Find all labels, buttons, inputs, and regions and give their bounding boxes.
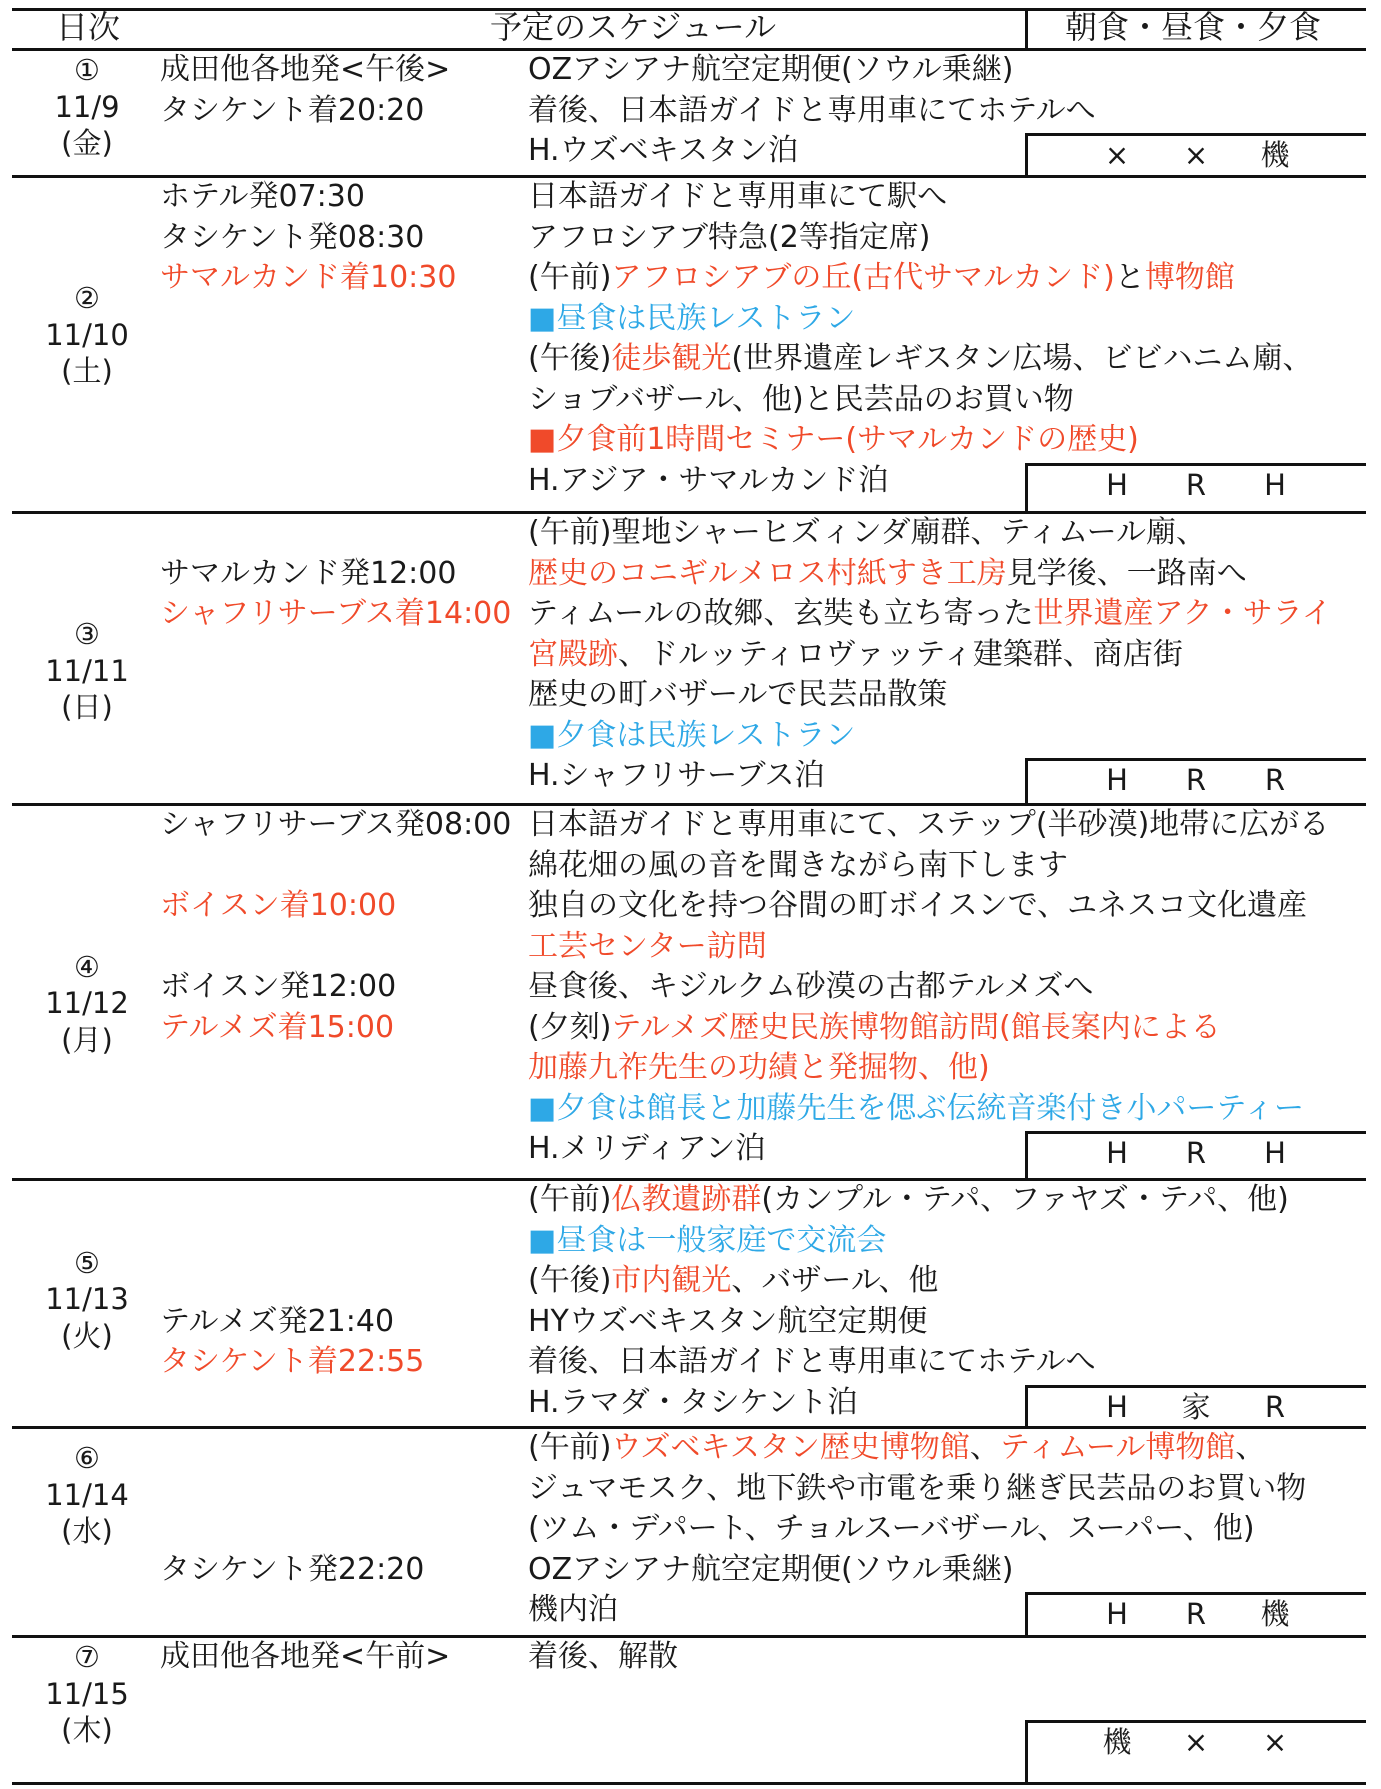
day-date: 11/14 <box>45 1477 129 1512</box>
schedule-line <box>528 91 1096 131</box>
meal-mark: H <box>1106 1597 1128 1631</box>
schedule-text: (カンプル・テパ、ファヤズ・テパ、他) <box>761 1182 1289 1217</box>
meal-mark: 機 <box>1260 1597 1290 1631</box>
schedule-line <box>528 805 1329 845</box>
time-entry: テルメズ着15:00 <box>160 1009 395 1045</box>
time-entry: シャフリサーブス着14:00 <box>160 596 512 631</box>
schedule-text: 、 <box>1235 1430 1266 1465</box>
meal-mark: 機 <box>1260 138 1290 172</box>
schedule-line <box>528 716 855 756</box>
day-weekday: (木) <box>61 1713 113 1747</box>
schedule-line <box>528 1509 1255 1549</box>
schedule-line <box>528 131 798 171</box>
day-weekday: (金) <box>61 126 113 160</box>
time-entry: ホテル発07:30 <box>160 179 365 214</box>
meal-mark: R <box>1264 1389 1286 1424</box>
schedule-line <box>528 756 824 796</box>
schedule-line <box>528 513 1206 553</box>
schedule-line <box>528 1089 1304 1129</box>
time-entry: タシケント発22:20 <box>160 1551 425 1587</box>
schedule-text: H.シャフリサーブス泊 <box>528 758 825 793</box>
schedule-text: 着後、解散 <box>528 1639 678 1674</box>
schedule-text: テルメズ歴史民族博物館訪問(館長案内による <box>611 1009 1221 1045</box>
time-entry: 成田他各地発<午前> <box>160 1639 451 1674</box>
day-date: 11/9 <box>54 89 120 124</box>
schedule-text: 歴史のコニギルメロス村紙すき工房 <box>528 555 1007 591</box>
schedule-text: 着後、日本語ガイドと専用車にてホテルへ <box>528 1344 1096 1379</box>
schedule-line <box>528 177 947 217</box>
header-meals-label: 朝食・昼食・夕食 <box>1065 8 1322 46</box>
day-date: 11/15 <box>45 1676 129 1711</box>
meal-box-left-7 <box>1025 1720 1028 1782</box>
schedule-line <box>528 635 1183 675</box>
day-weekday: (月) <box>61 1022 113 1057</box>
meal-mark: R <box>1264 763 1286 797</box>
day-separator-7 <box>12 1782 1366 1785</box>
meal-box-left-4 <box>1025 1131 1028 1178</box>
schedule-text: ■夕食は館長と加藤先生を偲ぶ伝統音楽付き小パーティー <box>528 1090 1304 1126</box>
schedule-line <box>528 967 1093 1007</box>
schedule-text: OZアシアナ航空定期便(ソウル乗継) <box>528 1551 1014 1587</box>
schedule-text: 博物館 <box>1144 260 1235 295</box>
schedule-line <box>528 380 1074 420</box>
schedule-text: ■夕食は民族レストラン <box>528 717 856 753</box>
meal-mark: 機 <box>1102 1725 1132 1759</box>
meal-mark: R <box>1185 1136 1207 1170</box>
meal-box-left-3 <box>1025 758 1028 803</box>
schedule-text: 仏教遺跡群 <box>611 1182 762 1217</box>
day-number: ⑦ <box>74 1640 100 1674</box>
schedule-line <box>528 846 1068 886</box>
schedule-line <box>528 1129 765 1169</box>
schedule-line <box>528 554 1247 594</box>
schedule-text: 工芸センター訪問 <box>528 928 767 964</box>
day-number: ⑤ <box>74 1245 100 1280</box>
meal-box-left-2 <box>1025 463 1028 512</box>
schedule-line <box>528 258 1235 298</box>
schedule-text: アフロシアブの丘(古代サマルカンド) <box>611 260 1115 295</box>
schedule-text: (午前) <box>528 260 612 295</box>
schedule-text: 、バザール、他 <box>731 1263 939 1298</box>
meal-mark: R <box>1185 1597 1207 1631</box>
schedule-text: (夕刻) <box>528 1009 612 1045</box>
schedule-line <box>528 218 931 258</box>
schedule-text: 加藤九祚先生の功績と発掘物、他) <box>528 1050 990 1085</box>
schedule-line <box>528 886 1307 926</box>
schedule-line <box>528 339 1313 379</box>
day-date: 11/10 <box>45 317 129 352</box>
meal-mark: H <box>1264 1136 1286 1170</box>
time-entry: 成田他各地発<午後> <box>160 52 451 87</box>
schedule-text: H.ウズベキスタン泊 <box>528 133 799 168</box>
schedule-line <box>528 1342 1096 1382</box>
meal-mark: 家 <box>1181 1389 1211 1424</box>
time-entry: ボイスン発12:00 <box>160 969 397 1004</box>
meal-box-left-5 <box>1025 1385 1028 1427</box>
schedule-line <box>528 1590 618 1630</box>
schedule-line <box>528 1302 927 1342</box>
schedule-line <box>528 927 767 967</box>
schedule-text: 独自の文化を持つ谷間の町ボイスンで、ユネスコ文化遺産 <box>528 888 1308 923</box>
schedule-text: ■昼食は一般家庭で交流会 <box>528 1222 887 1258</box>
schedule-text: ■昼食は民族レストラン <box>528 300 856 336</box>
schedule-text: と <box>1114 260 1145 295</box>
day-number: ① <box>74 53 100 87</box>
meal-mark: × <box>1262 1725 1288 1759</box>
day-number: ③ <box>74 617 100 651</box>
schedule-text: (午後) <box>528 341 612 376</box>
meal-mark: R <box>1185 467 1207 502</box>
schedule-text: 世界遺産アク・サライ <box>1033 596 1332 631</box>
schedule-text: 宮殿跡 <box>528 636 618 672</box>
schedule-line <box>528 1048 990 1088</box>
day-number: ⑥ <box>74 1441 100 1475</box>
schedule-text: HYウズベキスタン航空定期便 <box>528 1303 928 1339</box>
meal-mark: H <box>1106 1389 1128 1424</box>
schedule-text: 、 <box>969 1430 1000 1465</box>
schedule-text: (午後) <box>528 1263 612 1298</box>
schedule-text: ウズベキスタン歴史博物館 <box>611 1430 970 1465</box>
schedule-text: 綿花畑の風の音を聞きながら南下します <box>528 847 1068 883</box>
schedule-text: 見学後、一路南へ <box>1006 555 1247 591</box>
meal-mark: H <box>1264 467 1286 502</box>
schedule-line <box>528 1383 857 1423</box>
day-date: 11/12 <box>45 986 129 1020</box>
schedule-text: 機内泊 <box>528 1592 618 1627</box>
schedule-line <box>528 1550 1013 1590</box>
day-weekday: (火) <box>61 1318 113 1353</box>
day-weekday: (水) <box>61 1514 113 1548</box>
schedule-text: (午前) <box>528 1182 612 1217</box>
day-date: 11/13 <box>45 1282 129 1316</box>
meal-mark: H <box>1106 467 1128 502</box>
schedule-line <box>528 461 888 501</box>
header-day-label: 日次 <box>56 8 121 46</box>
schedule-text: H.メリディアン泊 <box>528 1131 766 1166</box>
time-entry: タシケント着22:55 <box>160 1344 425 1379</box>
schedule-line <box>528 1180 1289 1220</box>
schedule-text: OZアシアナ航空定期便(ソウル乗継) <box>528 52 1014 87</box>
schedule-line <box>528 1008 1221 1048</box>
schedule-text: ティムールの故郷、玄奘も立ち寄った <box>528 596 1034 631</box>
meal-box-left-6 <box>1025 1592 1028 1635</box>
time-entry: サマルカンド着10:30 <box>160 260 457 295</box>
schedule-line <box>528 299 855 339</box>
schedule-line <box>528 1261 938 1301</box>
time-entry: ボイスン着10:00 <box>160 888 397 923</box>
time-entry: タシケント着20:20 <box>160 92 425 128</box>
time-entry: タシケント発08:30 <box>160 219 425 255</box>
schedule-text: 昼食後、キジルクム砂漠の古都テルメズへ <box>528 969 1094 1004</box>
schedule-text: 日本語ガイドと専用車にて駅へ <box>528 179 948 214</box>
time-entry: サマルカンド発12:00 <box>160 555 457 591</box>
meal-mark: × <box>1183 138 1209 172</box>
day-number: ② <box>74 281 100 315</box>
schedule-text: H.アジア・サマルカンド泊 <box>528 462 889 498</box>
schedule-line <box>528 675 947 715</box>
schedule-text: 着後、日本語ガイドと専用車にてホテルへ <box>528 92 1096 128</box>
schedule-text: ジュマモスク、地下鉄や市電を乗り継ぎ民芸品のお買い物 <box>528 1470 1307 1506</box>
meal-mark: R <box>1185 763 1207 797</box>
header-schedule-label: 予定のスケジュール <box>490 8 777 46</box>
schedule-line <box>528 1221 886 1261</box>
time-entry: テルメズ発21:40 <box>160 1303 395 1339</box>
schedule-text: 市内観光 <box>611 1263 732 1298</box>
meal-mark: × <box>1183 1725 1209 1759</box>
meal-mark: H <box>1106 763 1128 797</box>
schedule-text: (午前) <box>528 1430 612 1465</box>
day-number: ④ <box>74 949 100 984</box>
schedule-text: ティムール博物館 <box>999 1430 1236 1465</box>
schedule-text: 徒歩観光 <box>611 341 732 376</box>
schedule-line <box>528 1637 678 1677</box>
header-meal-divider <box>1025 8 1028 50</box>
schedule-text: 歴史の町バザールで民芸品散策 <box>528 677 948 712</box>
schedule-text: H.ラマダ・タシケント泊 <box>528 1384 858 1420</box>
schedule-text: (世界遺産レギスタン広場、ビビハニム廟、 <box>731 341 1313 376</box>
schedule-line <box>528 1469 1306 1509</box>
meal-box-left-1 <box>1025 133 1028 175</box>
schedule-line <box>528 50 1013 90</box>
schedule-text: アフロシアブ特急(2等指定席) <box>528 219 931 255</box>
time-entry: シャフリサーブス発08:00 <box>160 807 512 842</box>
meal-mark: × <box>1104 138 1130 172</box>
schedule-text: 日本語ガイドと専用車にて、ステップ(半砂漠)地帯に広がる <box>528 807 1330 842</box>
meal-mark: H <box>1106 1136 1128 1170</box>
schedule-text: ショブバザール、他)と民芸品のお買い物 <box>528 381 1074 417</box>
day-weekday: (日) <box>61 690 113 724</box>
schedule-line <box>528 1428 1265 1468</box>
day-weekday: (土) <box>61 354 113 388</box>
schedule-line <box>528 594 1332 634</box>
schedule-text: (午前)聖地シャーヒズィンダ廟群、ティムール廟、 <box>528 515 1207 550</box>
schedule-text: ■夕食前1時間セミナー(サマルカンドの歴史) <box>528 422 1139 457</box>
schedule-text: (ツム・デパート、チョルスーバザール、スーパー、他) <box>528 1511 1255 1546</box>
schedule-line <box>528 420 1139 460</box>
day-date: 11/11 <box>45 653 129 688</box>
schedule-text: 、ドルッティロヴァッティ建築群、商店街 <box>618 636 1183 672</box>
